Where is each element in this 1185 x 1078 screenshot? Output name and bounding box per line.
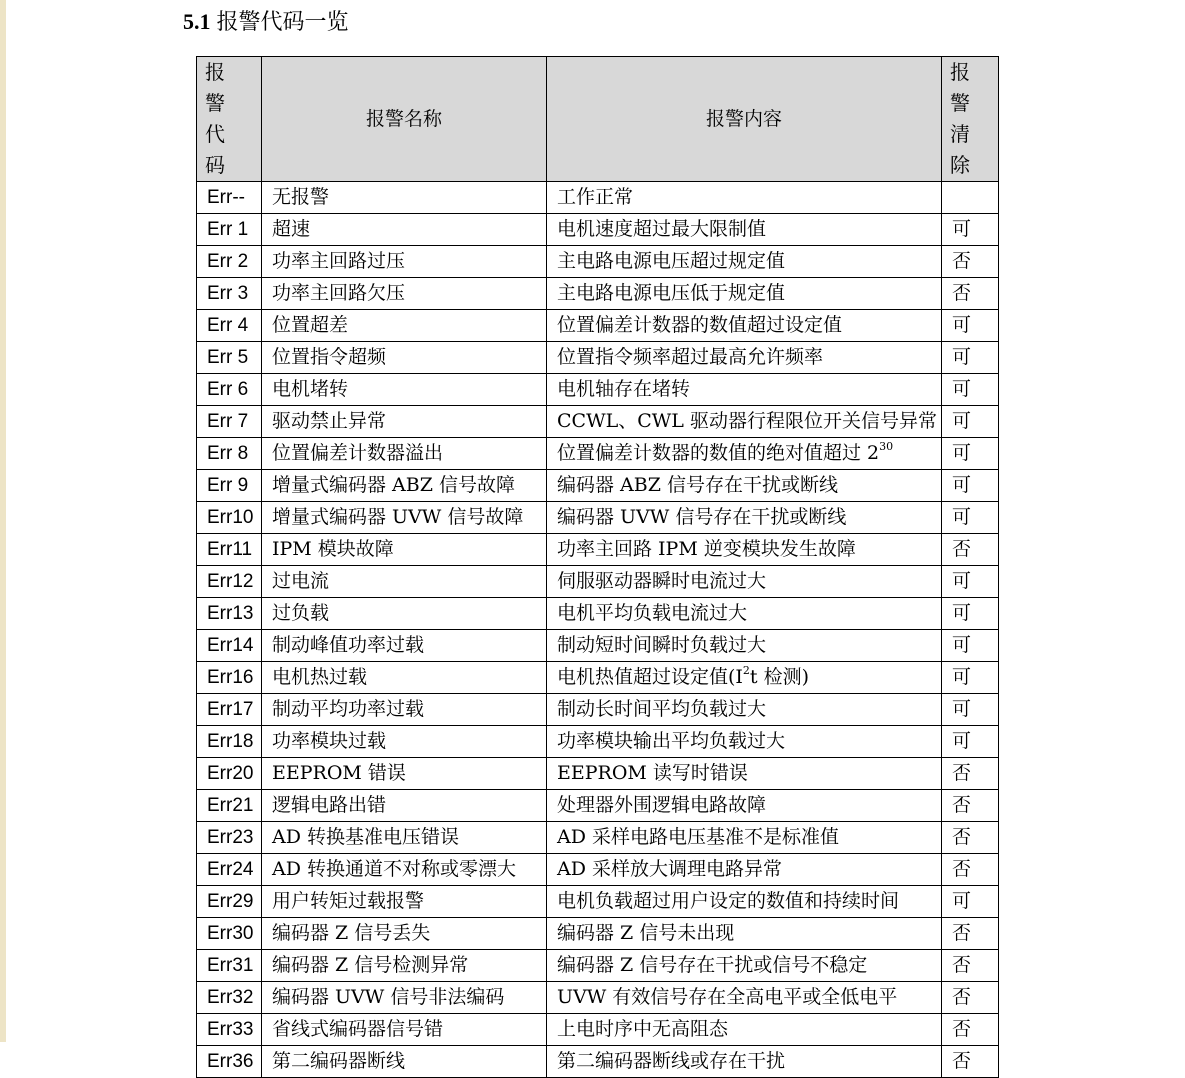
alarm-content-cell: AD 采样放大调理电路异常: [547, 854, 942, 886]
alarm-content-cell: 工作正常: [547, 182, 942, 214]
alarm-name-cell: EEPROM 错误: [262, 758, 547, 790]
alarm-name-cell: 增量式编码器 UVW 信号故障: [262, 502, 547, 534]
alarm-name-cell: AD 转换通道不对称或零漂大: [262, 854, 547, 886]
alarm-clear-cell: 可: [942, 566, 999, 598]
alarm-name-cell: 功率模块过载: [262, 726, 547, 758]
table-row: [197, 886, 999, 918]
alarm-content-superscript: 30: [879, 440, 894, 453]
alarm-code-cell: Err 6: [197, 374, 262, 406]
table-row: [197, 534, 999, 566]
alarm-code-cell: Err31: [197, 950, 262, 982]
alarm-name-cell: 编码器 Z 信号检测异常: [262, 950, 547, 982]
alarm-name-cell: 驱动禁止异常: [262, 406, 547, 438]
alarm-content-cell: [547, 438, 942, 470]
alarm-name-cell: 超速: [262, 214, 547, 246]
alarm-clear-cell: 否: [942, 854, 999, 886]
alarm-clear-cell: 可: [942, 662, 999, 694]
alarm-content-cell: CCWL、CWL 驱动器行程限位开关信号异常: [547, 406, 942, 438]
table-row: [197, 502, 999, 534]
alarm-content-cell: EEPROM 读写时错误: [547, 758, 942, 790]
table-row: [197, 374, 999, 406]
alarm-clear-cell: 否: [942, 246, 999, 278]
alarm-name-cell: 电机堵转: [262, 374, 547, 406]
table-row: [197, 278, 999, 310]
alarm-name-cell: 位置超差: [262, 310, 547, 342]
alarm-code-cell: Err24: [197, 854, 262, 886]
table-row: [197, 950, 999, 982]
alarm-content-cell: AD 采样电路电压基准不是标准值: [547, 822, 942, 854]
alarm-code-cell: Err13: [197, 598, 262, 630]
alarm-code-cell: Err29: [197, 886, 262, 918]
table-row: [197, 1014, 999, 1046]
alarm-code-cell: Err 8: [197, 438, 262, 470]
alarm-content-cell: 电机速度超过最大限制值: [547, 214, 942, 246]
table-row: [197, 822, 999, 854]
alarm-name-cell: 制动平均功率过载: [262, 694, 547, 726]
table-row: [197, 566, 999, 598]
header-content: 报警内容: [547, 57, 942, 182]
alarm-code-cell: Err 3: [197, 278, 262, 310]
alarm-content-cell: [547, 662, 942, 694]
table-row: [197, 470, 999, 502]
alarm-code-cell: Err36: [197, 1046, 262, 1078]
alarm-name-cell: 增量式编码器 ABZ 信号故障: [262, 470, 547, 502]
alarm-content-superscript: 2: [742, 664, 750, 677]
table-row: [197, 310, 999, 342]
alarm-content-cell: 第二编码器断线或存在干扰: [547, 1046, 942, 1078]
alarm-code-cell: Err33: [197, 1014, 262, 1046]
alarm-content-cell: 上电时序中无高阻态: [547, 1014, 942, 1046]
alarm-content-cell: 电机轴存在堵转: [547, 374, 942, 406]
table-row: [197, 342, 999, 374]
alarm-clear-cell: 否: [942, 1014, 999, 1046]
table-row: [197, 982, 999, 1014]
table-row: [197, 854, 999, 886]
alarm-code-cell: Err20: [197, 758, 262, 790]
page-edge-strip: [0, 0, 6, 1042]
alarm-name-cell: 过负载: [262, 598, 547, 630]
table-row: [197, 758, 999, 790]
table-row: [197, 726, 999, 758]
alarm-content-cell: 功率模块输出平均负载过大: [547, 726, 942, 758]
alarm-name-cell: 位置偏差计数器溢出: [262, 438, 547, 470]
alarm-clear-cell: 可: [942, 694, 999, 726]
alarm-clear-cell: 可: [942, 214, 999, 246]
alarm-content-cell: 功率主回路 IPM 逆变模块发生故障: [547, 534, 942, 566]
table-row: [197, 438, 999, 470]
alarm-name-cell: 编码器 UVW 信号非法编码: [262, 982, 547, 1014]
alarm-code-cell: Err11: [197, 534, 262, 566]
alarm-clear-cell: [942, 182, 999, 214]
alarm-code-cell: Err 7: [197, 406, 262, 438]
alarm-content-cell: 位置偏差计数器的数值超过设定值: [547, 310, 942, 342]
alarm-content-cell: 伺服驱动器瞬时电流过大: [547, 566, 942, 598]
alarm-code-cell: Err23: [197, 822, 262, 854]
alarm-content-cell: 电机负载超过用户设定的数值和持续时间: [547, 886, 942, 918]
alarm-code-cell: Err14: [197, 630, 262, 662]
alarm-clear-cell: 可: [942, 342, 999, 374]
table-header-row: [197, 57, 999, 182]
alarm-name-cell: 第二编码器断线: [262, 1046, 547, 1078]
alarm-code-cell: Err17: [197, 694, 262, 726]
alarm-clear-cell: 否: [942, 758, 999, 790]
alarm-code-cell: Err21: [197, 790, 262, 822]
alarm-clear-cell: 可: [942, 406, 999, 438]
alarm-name-cell: IPM 模块故障: [262, 534, 547, 566]
table-row: [197, 662, 999, 694]
alarm-content-cell: 位置指令频率超过最高允许频率: [547, 342, 942, 374]
alarm-name-cell: 功率主回路欠压: [262, 278, 547, 310]
alarm-name-cell: 功率主回路过压: [262, 246, 547, 278]
alarm-content-cell: 制动短时间瞬时负载过大: [547, 630, 942, 662]
table-row: [197, 918, 999, 950]
table-row: [197, 214, 999, 246]
alarm-clear-cell: 可: [942, 630, 999, 662]
alarm-content-cell: 处理器外围逻辑电路故障: [547, 790, 942, 822]
header-name: 报警名称: [262, 57, 547, 182]
alarm-code-cell: Err32: [197, 982, 262, 1014]
alarm-content-cell: 编码器 UVW 信号存在干扰或断线: [547, 502, 942, 534]
alarm-content-text: 电机热值超过设定值(I: [557, 666, 743, 688]
alarm-name-cell: 制动峰值功率过载: [262, 630, 547, 662]
alarm-code-table: [196, 56, 999, 1078]
alarm-code-cell: Err18: [197, 726, 262, 758]
table-row: [197, 406, 999, 438]
alarm-clear-cell: 否: [942, 790, 999, 822]
alarm-name-cell: 位置指令超频: [262, 342, 547, 374]
alarm-name-cell: 编码器 Z 信号丢失: [262, 918, 547, 950]
alarm-code-cell: Err16: [197, 662, 262, 694]
alarm-content-cell: 编码器 Z 信号未出现: [547, 918, 942, 950]
alarm-content-text: 位置偏差计数器的数值的绝对值超过 2: [557, 442, 880, 464]
alarm-clear-cell: 否: [942, 534, 999, 566]
alarm-clear-cell: 可: [942, 502, 999, 534]
alarm-clear-cell: 可: [942, 470, 999, 502]
alarm-content-cell: 主电路电源电压超过规定值: [547, 246, 942, 278]
table-row: [197, 630, 999, 662]
header-clear: 报 警 清除: [942, 57, 999, 182]
table-row: [197, 1046, 999, 1078]
alarm-name-cell: AD 转换基准电压错误: [262, 822, 547, 854]
section-number: 5.1: [183, 9, 211, 34]
alarm-code-cell: Err10: [197, 502, 262, 534]
alarm-clear-cell: 否: [942, 950, 999, 982]
alarm-content-cell: 编码器 ABZ 信号存在干扰或断线: [547, 470, 942, 502]
alarm-clear-cell: 否: [942, 918, 999, 950]
alarm-name-cell: 无报警: [262, 182, 547, 214]
table-row: [197, 694, 999, 726]
alarm-content-cell: 主电路电源电压低于规定值: [547, 278, 942, 310]
table-body: [197, 182, 999, 1078]
alarm-clear-cell: 否: [942, 822, 999, 854]
alarm-name-cell: 用户转矩过载报警: [262, 886, 547, 918]
alarm-code-cell: Err 5: [197, 342, 262, 374]
table-row: [197, 790, 999, 822]
section-title: 报警代码一览: [216, 10, 349, 35]
alarm-clear-cell: 否: [942, 278, 999, 310]
alarm-code-cell: Err12: [197, 566, 262, 598]
alarm-clear-cell: 可: [942, 726, 999, 758]
alarm-clear-cell: 可: [942, 886, 999, 918]
alarm-clear-cell: 可: [942, 374, 999, 406]
alarm-clear-cell: 可: [942, 598, 999, 630]
table-row: [197, 598, 999, 630]
alarm-content-cell: 制动长时间平均负载过大: [547, 694, 942, 726]
alarm-code-cell: Err 2: [197, 246, 262, 278]
alarm-clear-cell: 否: [942, 1046, 999, 1078]
alarm-code-cell: Err--: [197, 182, 262, 214]
alarm-content-cell: 编码器 Z 信号存在干扰或信号不稳定: [547, 950, 942, 982]
alarm-name-cell: 电机热过载: [262, 662, 547, 694]
alarm-name-cell: 省线式编码器信号错: [262, 1014, 547, 1046]
alarm-code-cell: Err 4: [197, 310, 262, 342]
alarm-code-cell: Err 9: [197, 470, 262, 502]
table-row: [197, 246, 999, 278]
alarm-content-cell: UVW 有效信号存在全高电平或全低电平: [547, 982, 942, 1014]
alarm-content-cell: 电机平均负载电流过大: [547, 598, 942, 630]
alarm-code-cell: Err 1: [197, 214, 262, 246]
table-row: [197, 182, 999, 214]
alarm-clear-cell: 可: [942, 310, 999, 342]
header-code: 报 警 代 码: [197, 57, 262, 182]
alarm-code-cell: Err30: [197, 918, 262, 950]
alarm-name-cell: 过电流: [262, 566, 547, 598]
alarm-content-tail: t 检测): [749, 666, 810, 688]
alarm-clear-cell: 否: [942, 982, 999, 1014]
alarm-name-cell: 逻辑电路出错: [262, 790, 547, 822]
section-heading: [183, 6, 349, 39]
alarm-clear-cell: 可: [942, 438, 999, 470]
